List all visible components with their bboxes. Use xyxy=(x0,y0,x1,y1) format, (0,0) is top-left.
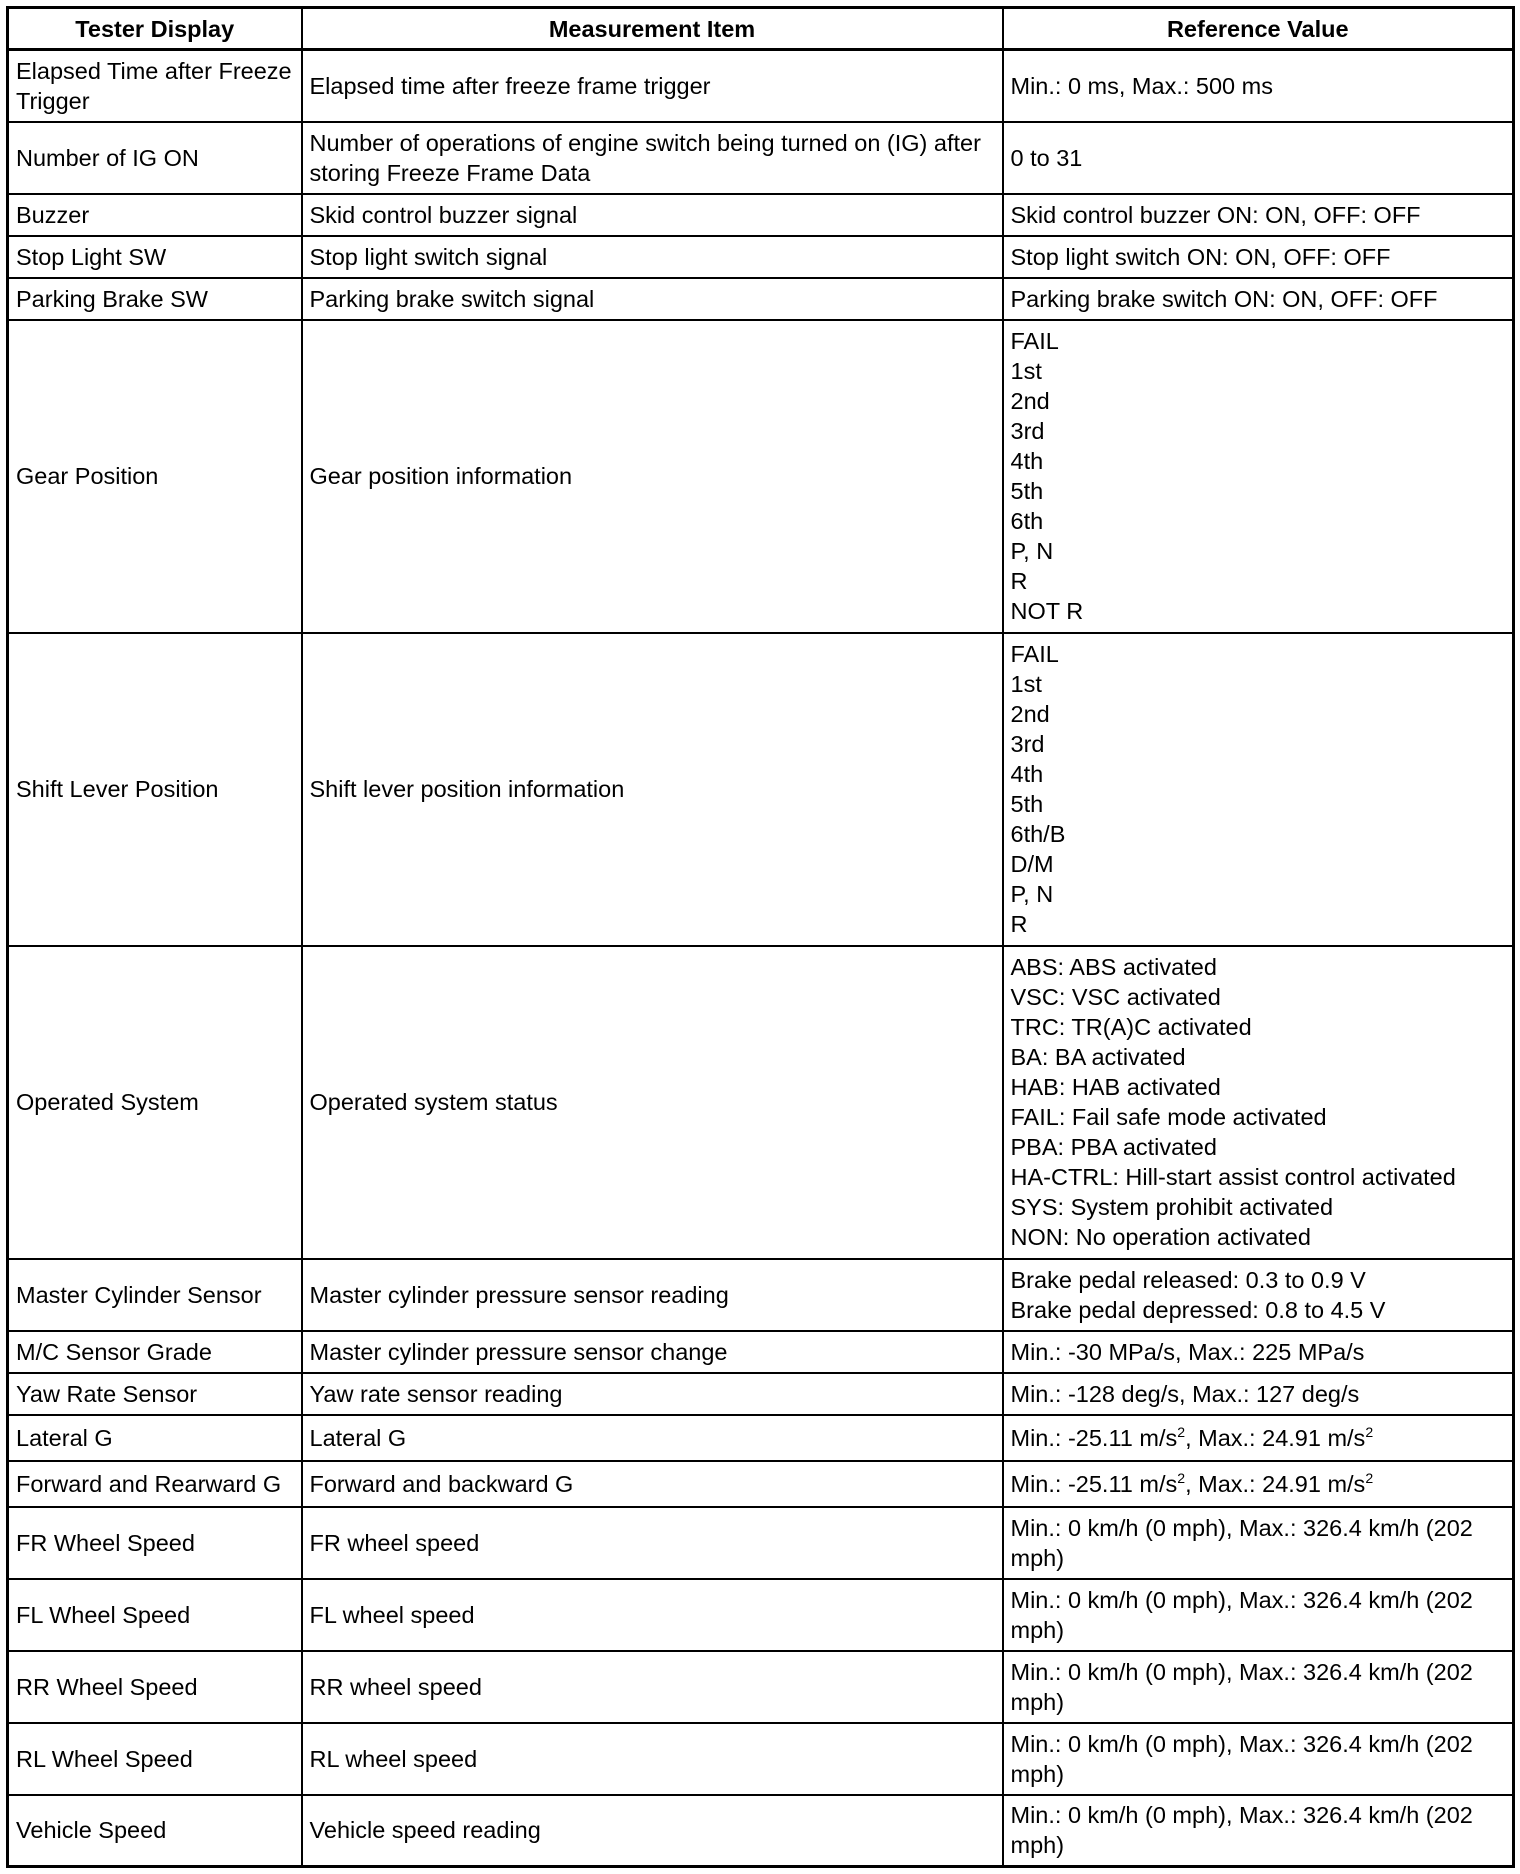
header-reference-value: Reference Value xyxy=(1003,8,1514,50)
cell-measurement-item: FR wheel speed xyxy=(302,1507,1003,1579)
reference-value-line: 6th/B xyxy=(1010,821,1066,847)
cell-reference-value xyxy=(1003,122,1514,194)
cell-tester-display: Buzzer xyxy=(8,194,302,236)
header-measurement-item: Measurement Item xyxy=(302,8,1003,50)
reference-value-line: Parking brake switch ON: ON, OFF: OFF xyxy=(1010,285,1438,312)
cell-reference-value xyxy=(1003,1795,1514,1867)
cell-measurement-item: Lateral G xyxy=(302,1415,1003,1461)
cell-tester-display: Operated System xyxy=(8,946,302,1259)
reference-value-line: R xyxy=(1010,568,1028,594)
cell-tester-display: Elapsed Time after Freeze Trigger xyxy=(8,50,302,122)
reference-value-line: R xyxy=(1010,911,1028,937)
table-row xyxy=(8,1461,1514,1507)
cell-reference-value xyxy=(1003,278,1514,320)
cell-tester-display: Gear Position xyxy=(8,320,302,633)
cell-reference-value xyxy=(1003,1579,1514,1651)
cell-reference-value xyxy=(1003,1723,1514,1795)
reference-value-line: FAIL: Fail safe mode activated xyxy=(1010,1104,1327,1130)
cell-reference-value xyxy=(1003,633,1514,946)
unit-exponent: 2 xyxy=(1365,1469,1374,1486)
cell-reference-value xyxy=(1003,1415,1514,1461)
cell-reference-value xyxy=(1003,1259,1514,1331)
reference-value-line: 3rd xyxy=(1010,731,1045,757)
reference-value-line: HA-CTRL: Hill-start assist control activated xyxy=(1010,1164,1456,1190)
reference-value-text: Min.: -25.11 m/s xyxy=(1010,1470,1178,1497)
cell-tester-display: Number of IG ON xyxy=(8,122,302,194)
cell-reference-value xyxy=(1003,1651,1514,1723)
reference-value-line: 3rd xyxy=(1010,418,1045,444)
cell-measurement-item: Gear position information xyxy=(302,320,1003,633)
cell-tester-display: FL Wheel Speed xyxy=(8,1579,302,1651)
cell-tester-display: Parking Brake SW xyxy=(8,278,302,320)
cell-measurement-item: Master cylinder pressure sensor change xyxy=(302,1331,1003,1373)
reference-value-line: FAIL xyxy=(1010,328,1059,354)
reference-value-line: FAIL xyxy=(1010,641,1059,667)
reference-value-line: 4th xyxy=(1010,448,1044,474)
reference-value-line: Min.: 0 ms, Max.: 500 ms xyxy=(1010,72,1273,99)
cell-reference-value xyxy=(1003,946,1514,1259)
cell-reference-value xyxy=(1003,1373,1514,1415)
unit-exponent: 2 xyxy=(1177,1469,1186,1486)
reference-value-line: BA: BA activated xyxy=(1010,1044,1186,1070)
table-row xyxy=(8,320,1514,633)
cell-measurement-item: Skid control buzzer signal xyxy=(302,194,1003,236)
table-row xyxy=(8,50,1514,122)
cell-tester-display: Vehicle Speed xyxy=(8,1795,302,1867)
cell-reference-value xyxy=(1003,1507,1514,1579)
reference-value-line: 1st xyxy=(1010,358,1042,384)
table-row xyxy=(8,1259,1514,1331)
table-row xyxy=(8,1331,1514,1373)
cell-tester-display: RR Wheel Speed xyxy=(8,1651,302,1723)
cell-tester-display: M/C Sensor Grade xyxy=(8,1331,302,1373)
cell-reference-value xyxy=(1003,1461,1514,1507)
cell-tester-display: Yaw Rate Sensor xyxy=(8,1373,302,1415)
cell-measurement-item: Parking brake switch signal xyxy=(302,278,1003,320)
table-row xyxy=(8,1507,1514,1579)
cell-measurement-item: RL wheel speed xyxy=(302,1723,1003,1795)
cell-reference-value xyxy=(1003,320,1514,633)
table-row xyxy=(8,122,1514,194)
cell-tester-display: Lateral G xyxy=(8,1415,302,1461)
reference-value-line: Min.: 0 km/h (0 mph), Max.: 326.4 km/h (202 mph) xyxy=(1010,1586,1473,1643)
reference-value-line: 1st xyxy=(1010,671,1042,697)
reference-value-line: 5th xyxy=(1010,478,1044,504)
unit-exponent: 2 xyxy=(1365,1423,1374,1440)
table-row xyxy=(8,1373,1514,1415)
cell-measurement-item: Operated system status xyxy=(302,946,1003,1259)
cell-tester-display: Stop Light SW xyxy=(8,236,302,278)
reference-value-text: , Max.: 24.91 m/s xyxy=(1185,1470,1366,1497)
cell-tester-display: Shift Lever Position xyxy=(8,633,302,946)
reference-value-line: HAB: HAB activated xyxy=(1010,1074,1221,1100)
table-row xyxy=(8,633,1514,946)
cell-measurement-item: Elapsed time after freeze frame trigger xyxy=(302,50,1003,122)
table-row xyxy=(8,1723,1514,1795)
cell-measurement-item: Vehicle speed reading xyxy=(302,1795,1003,1867)
reference-value-text: , Max.: 24.91 m/s xyxy=(1185,1424,1366,1451)
cell-measurement-item: Master cylinder pressure sensor reading xyxy=(302,1259,1003,1331)
reference-value-line: Skid control buzzer ON: ON, OFF: OFF xyxy=(1010,201,1421,228)
reference-value-line: 0 to 31 xyxy=(1010,144,1083,171)
reference-value-line: 6th xyxy=(1010,508,1044,534)
cell-measurement-item: RR wheel speed xyxy=(302,1651,1003,1723)
table-row xyxy=(8,278,1514,320)
reference-value-line: 4th xyxy=(1010,761,1044,787)
reference-value-line: 5th xyxy=(1010,791,1044,817)
reference-value-line: Min.: -128 deg/s, Max.: 127 deg/s xyxy=(1010,1380,1360,1407)
cell-measurement-item: Shift lever position information xyxy=(302,633,1003,946)
table-body xyxy=(8,50,1514,1867)
reference-value-line: SYS: System prohibit activated xyxy=(1010,1194,1334,1220)
reference-value-line: VSC: VSC activated xyxy=(1010,984,1221,1010)
unit-exponent: 2 xyxy=(1177,1423,1186,1440)
reference-table xyxy=(6,6,1515,1868)
cell-tester-display: RL Wheel Speed xyxy=(8,1723,302,1795)
reference-value-line: TRC: TR(A)C activated xyxy=(1010,1014,1252,1040)
reference-value-line: Min.: 0 km/h (0 mph), Max.: 326.4 km/h (202 mph) xyxy=(1010,1514,1473,1571)
cell-measurement-item: Forward and backward G xyxy=(302,1461,1003,1507)
cell-tester-display: Forward and Rearward G xyxy=(8,1461,302,1507)
cell-measurement-item: Yaw rate sensor reading xyxy=(302,1373,1003,1415)
reference-value-line: ABS: ABS activated xyxy=(1010,954,1217,980)
reference-value-line: NOT R xyxy=(1010,598,1084,624)
cell-reference-value xyxy=(1003,236,1514,278)
header-tester-display: Tester Display xyxy=(8,8,302,50)
reference-value-line: 2nd xyxy=(1010,388,1050,414)
reference-value-line: Stop light switch ON: ON, OFF: OFF xyxy=(1010,243,1391,270)
reference-value-line: NON: No operation activated xyxy=(1010,1224,1311,1250)
cell-measurement-item: Number of operations of engine switch being turned on (IG) after storing Freeze Frame Data xyxy=(302,122,1003,194)
reference-value-line: Min.: 0 km/h (0 mph), Max.: 326.4 km/h (202 mph) xyxy=(1010,1730,1473,1787)
table-row xyxy=(8,1651,1514,1723)
reference-value-line: Min.: 0 km/h (0 mph), Max.: 326.4 km/h (202 mph) xyxy=(1010,1658,1473,1715)
reference-value-line: Brake pedal released: 0.3 to 0.9 V xyxy=(1010,1266,1366,1293)
table-row xyxy=(8,1579,1514,1651)
table-row xyxy=(8,1415,1514,1461)
reference-value-text: Min.: -25.11 m/s xyxy=(1010,1424,1178,1451)
reference-value-line: PBA: PBA activated xyxy=(1010,1134,1217,1160)
reference-value-line: Brake pedal depressed: 0.8 to 4.5 V xyxy=(1010,1296,1386,1323)
table-header-row xyxy=(8,8,1514,50)
cell-measurement-item: FL wheel speed xyxy=(302,1579,1003,1651)
reference-value-line: Min.: -30 MPa/s, Max.: 225 MPa/s xyxy=(1010,1338,1365,1365)
reference-value-line: D/M xyxy=(1010,851,1054,877)
cell-tester-display: Master Cylinder Sensor xyxy=(8,1259,302,1331)
cell-tester-display: FR Wheel Speed xyxy=(8,1507,302,1579)
table-row xyxy=(8,946,1514,1259)
table-row xyxy=(8,236,1514,278)
reference-value-line: Min.: 0 km/h (0 mph), Max.: 326.4 km/h (202 mph) xyxy=(1010,1802,1473,1859)
cell-reference-value xyxy=(1003,50,1514,122)
cell-reference-value xyxy=(1003,1331,1514,1373)
table-row xyxy=(8,194,1514,236)
reference-value-line: P, N xyxy=(1010,881,1054,907)
reference-value-line: 2nd xyxy=(1010,701,1050,727)
cell-reference-value xyxy=(1003,194,1514,236)
reference-value-line: P, N xyxy=(1010,538,1054,564)
cell-measurement-item: Stop light switch signal xyxy=(302,236,1003,278)
table-row xyxy=(8,1795,1514,1867)
